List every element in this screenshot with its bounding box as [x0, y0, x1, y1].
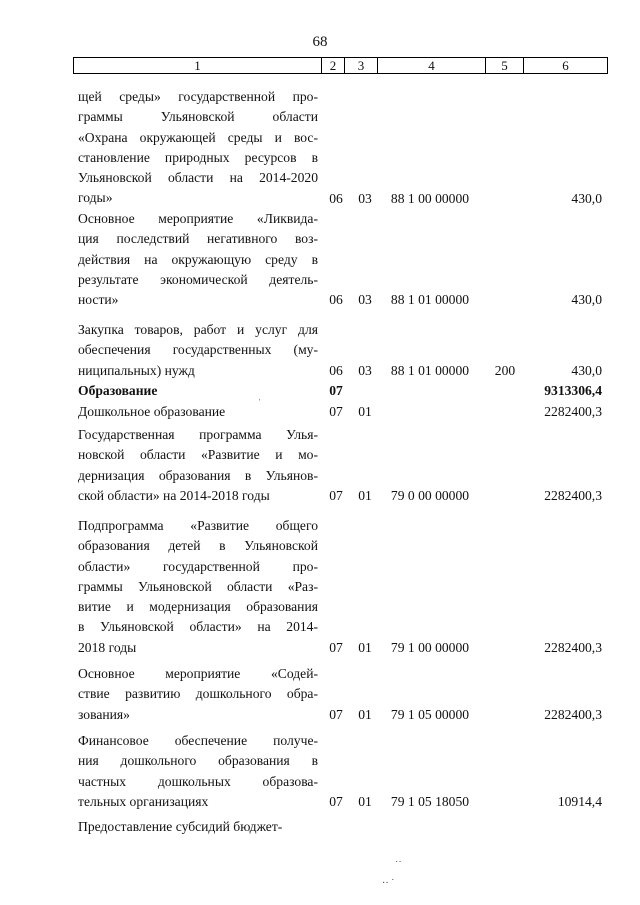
description-line: щей среды» государственной про-	[78, 89, 318, 104]
description-line: ния дошкольного образования в	[78, 753, 318, 769]
section-code: 07	[329, 383, 343, 398]
description-line: новской области «Развитие и мо-	[78, 447, 318, 463]
description-line: обеспечения государственных (му-	[78, 342, 318, 358]
row-description	[78, 87, 318, 209]
section-code: 07	[329, 706, 343, 722]
subsection-code: 01	[358, 404, 372, 419]
description-line: Предоставление субсидий бюджет-	[78, 819, 283, 834]
section-code: 06	[329, 190, 343, 206]
description-line: ствие развитию дошкольного обра-	[78, 686, 318, 702]
amount: 9313306,4	[544, 383, 602, 398]
target-article-code: 79 0 00 00000	[390, 487, 470, 503]
row-description	[78, 664, 318, 725]
description-line: витие и модернизация образования	[78, 599, 318, 615]
header-col-4: 4	[377, 57, 486, 74]
scan-speck: ·· ˙	[382, 878, 395, 889]
description-line: Ульяновской области на 2014-2020	[78, 170, 318, 186]
target-article-code: 79 1 00 00000	[390, 639, 470, 655]
amount: 2282400,3	[544, 639, 602, 655]
section-code: 06	[329, 362, 343, 378]
description-line: зования»	[78, 706, 130, 722]
row-description	[78, 516, 318, 658]
description-line: области» государственной про-	[78, 558, 318, 574]
description-line: ниципальных) нужд	[78, 362, 195, 378]
amount: 430,0	[571, 362, 602, 378]
row-description	[78, 209, 318, 310]
header-col-5: 5	[485, 57, 524, 74]
amount: 2282400,3	[544, 487, 602, 503]
description-line: ской области» на 2014-2018 годы	[78, 487, 270, 503]
description-line: Дошкольное образование	[78, 404, 226, 419]
description-line: Основное мероприятие «Содей-	[78, 666, 318, 681]
description-line: Финансовое обеспечение получе-	[78, 733, 318, 748]
section-code: 07	[329, 639, 343, 655]
description-line: результате экономической деятель-	[78, 271, 318, 287]
description-line: становление природных ресурсов в	[78, 149, 318, 165]
description-line: граммы Ульяновской области «Раз-	[78, 578, 318, 594]
header-col-2: 2	[321, 57, 345, 74]
description-line: образования детей в Ульяновской	[78, 538, 318, 554]
section-code: 07	[329, 404, 343, 419]
row-description	[78, 817, 318, 837]
description-line: граммы Ульяновской области	[78, 109, 318, 125]
header-col-3: 3	[344, 57, 378, 74]
description-line: действия на окружающую среду в	[78, 251, 318, 267]
target-article-code: 88 1 01 00000	[390, 292, 470, 308]
target-article-code: 79 1 05 18050	[390, 793, 470, 809]
row-description	[78, 381, 318, 401]
description-line: Закупка товаров, работ и услуг для	[78, 322, 318, 337]
row-description	[78, 731, 318, 812]
target-article-code: 88 1 00 00000	[390, 190, 470, 206]
subsection-code: 01	[358, 639, 372, 655]
section-code: 07	[329, 793, 343, 809]
subsection-code: 03	[358, 292, 372, 308]
description-line: Государственная программа Улья-	[78, 427, 318, 442]
amount: 430,0	[571, 190, 602, 206]
subsection-code: 03	[358, 190, 372, 206]
target-article-code: 88 1 01 00000	[390, 362, 470, 378]
subsection-code: 03	[358, 362, 372, 378]
description-line: «Охрана окружающей среды и вос-	[78, 129, 318, 145]
scan-speck: ˙˙	[395, 860, 402, 871]
description-line: Образование	[78, 383, 158, 398]
subsection-code: 01	[358, 706, 372, 722]
subsection-code: 01	[358, 487, 372, 503]
description-line: 2018 годы	[78, 639, 137, 655]
amount: 2282400,3	[544, 706, 602, 722]
row-description	[78, 425, 318, 506]
expense-type-code: 200	[494, 362, 516, 378]
header-col-6: 6	[523, 57, 608, 74]
subsection-code: 01	[358, 793, 372, 809]
page-number: 68	[312, 34, 328, 50]
description-line: Основное мероприятие «Ликвида-	[78, 211, 318, 226]
description-line: частных дошкольных образова-	[78, 773, 318, 789]
amount: 10914,4	[557, 793, 602, 809]
scan-speck: ˈ	[258, 398, 262, 409]
row-description	[78, 402, 318, 422]
description-line: ция последствий негативного воз-	[78, 231, 318, 247]
target-article-code: 79 1 05 00000	[390, 706, 470, 722]
section-code: 06	[329, 292, 343, 308]
description-line: тельных организациях	[78, 793, 209, 809]
description-line: дернизация образования в Ульянов-	[78, 467, 318, 483]
description-line: ности»	[78, 292, 119, 308]
row-description	[78, 320, 318, 381]
amount: 430,0	[571, 292, 602, 308]
section-code: 07	[329, 487, 343, 503]
description-line: Подпрограмма «Развитие общего	[78, 518, 318, 533]
header-col-1: 1	[73, 57, 322, 74]
description-line: в Ульяновской области» на 2014-	[78, 619, 318, 635]
amount: 2282400,3	[544, 404, 602, 419]
description-line: годы»	[78, 190, 113, 206]
